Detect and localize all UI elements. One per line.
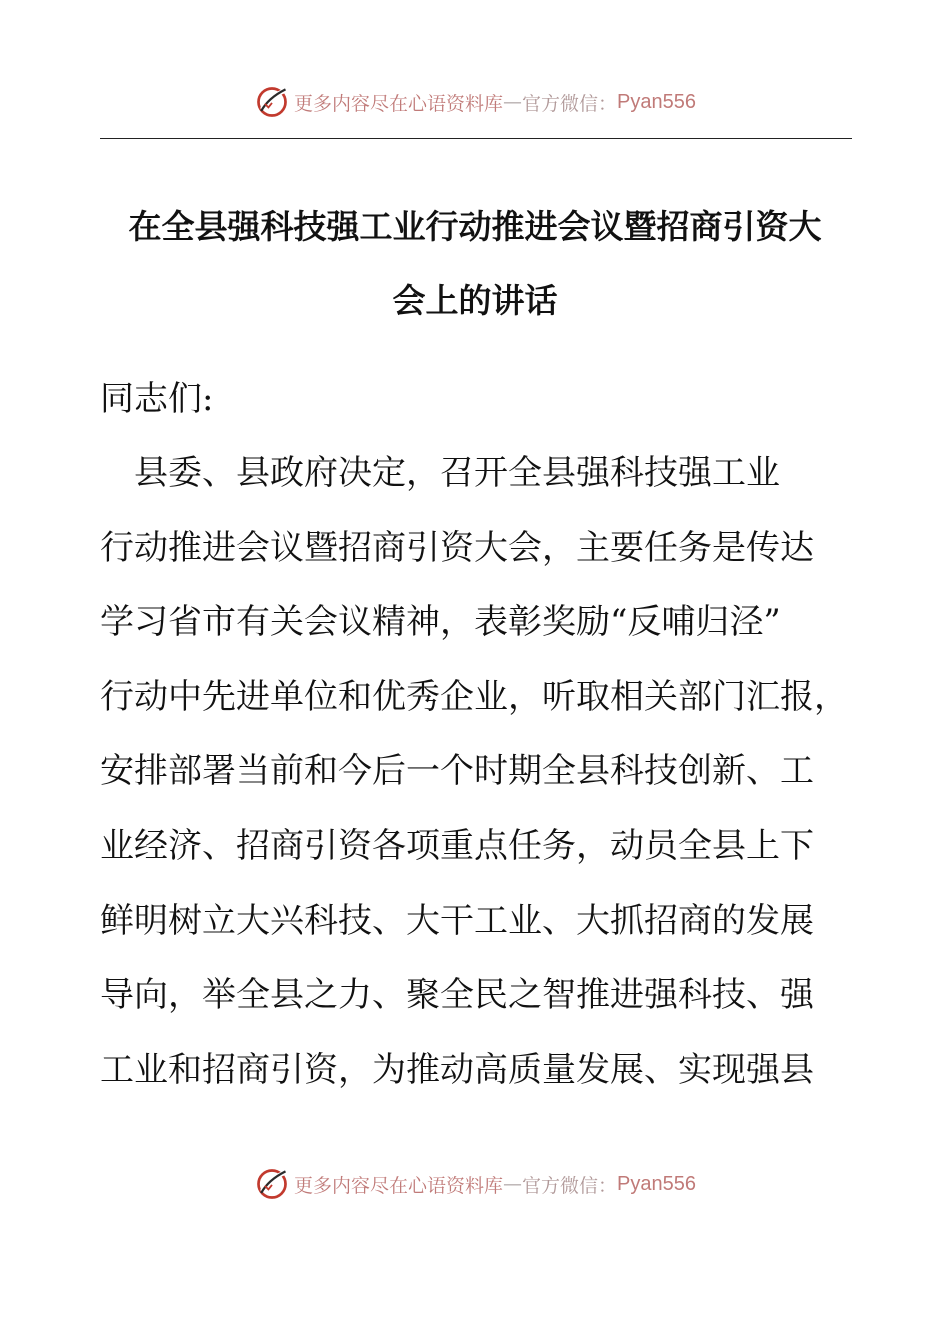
body-line: 安排部署当前和今后一个时期全县科技创新、工 bbox=[100, 751, 814, 792]
body-line: 业经济、招商引资各项重点任务，动员全县上下 bbox=[100, 825, 814, 866]
body-line: 工业和招商引资，为推动高质量发展、实现强县 bbox=[100, 1049, 814, 1090]
body-line: 导向，举全县之力、聚全民之智推进强科技、强 bbox=[100, 975, 814, 1016]
body-line: 县委、县政府决定，召开全县强科技强工业 bbox=[100, 453, 780, 493]
pen-heart-logo-icon bbox=[254, 84, 290, 120]
body-line: 行动中先进单位和优秀企业，听取相关部门汇报， bbox=[100, 676, 848, 717]
footer-wechat-id: Pyan556 bbox=[617, 1172, 696, 1195]
body-line: 行动推进会议暨招商引资大会，主要任务是传达 bbox=[100, 527, 814, 568]
header-wechat-id: Pyan556 bbox=[617, 90, 696, 113]
title-line-1: 在全县强科技强工业行动推进会议暨招商引资大 bbox=[128, 207, 822, 246]
body-line: 鲜明树立大兴科技、大干工业、大抓招商的发展 bbox=[100, 900, 814, 941]
footer-brand-text: 更多内容尽在心语资料库 bbox=[294, 1174, 504, 1197]
body-paragraph bbox=[100, 436, 870, 1107]
header-brand-text: 更多内容尽在心语资料库 bbox=[294, 92, 504, 115]
footer-wechat-label: 官方微信： bbox=[522, 1174, 618, 1197]
header-watermark bbox=[0, 80, 950, 124]
header-wechat-label: 官方微信： bbox=[522, 92, 618, 115]
footer-watermark bbox=[0, 1162, 950, 1206]
header-dash: — bbox=[503, 91, 523, 113]
footer-dash: — bbox=[503, 1173, 523, 1195]
pen-heart-logo-icon bbox=[254, 1166, 290, 1202]
greeting: 同志们: bbox=[100, 379, 214, 419]
document-title bbox=[100, 190, 850, 338]
header-divider bbox=[100, 138, 852, 139]
title-line-2: 会上的讲话 bbox=[392, 281, 558, 320]
body-line: 学习省市有关会议精神，表彰奖励“反哺归泾” bbox=[100, 602, 781, 643]
